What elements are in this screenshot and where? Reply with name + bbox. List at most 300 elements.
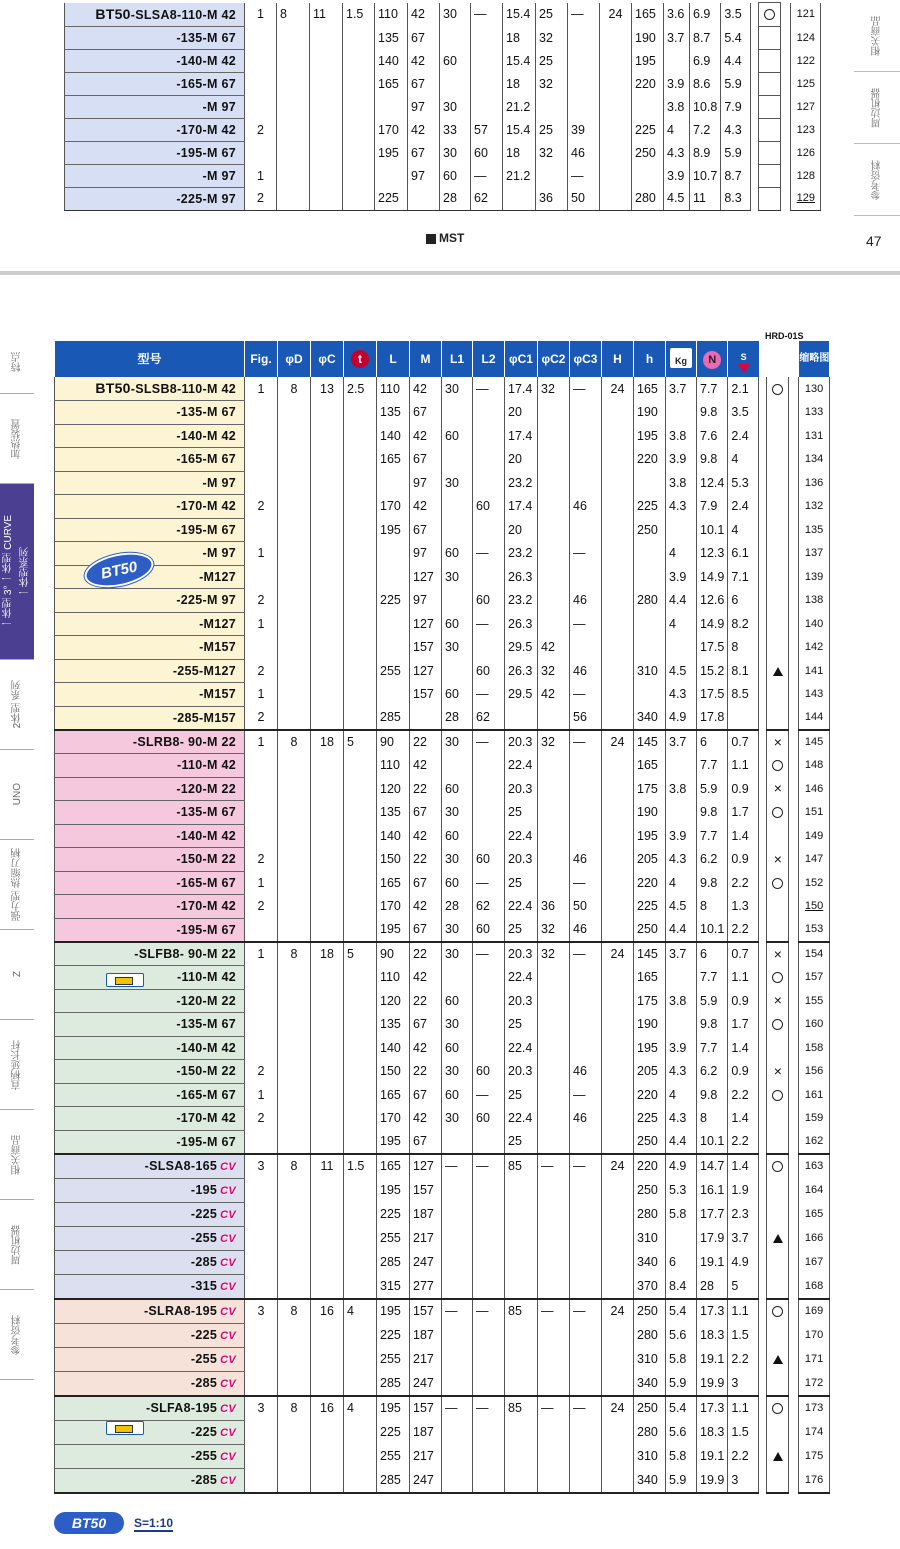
cell-n: 7.2: [690, 118, 721, 141]
cell-fig: [245, 471, 278, 495]
hrd-cell: [767, 1396, 789, 1421]
side-nav-item[interactable]: 强力型 热缩刀柄: [0, 840, 34, 930]
cell-l: 150: [377, 1060, 410, 1084]
cell-h: 280: [634, 1420, 666, 1444]
cell-l2: [473, 754, 505, 778]
cell-h: [602, 1013, 634, 1037]
coolant-tool-icon-cv: [106, 1421, 144, 1435]
cell-fig: [245, 1178, 278, 1202]
cell-c: [311, 565, 344, 589]
header-C2: φC2: [538, 341, 570, 377]
cell-m: 187: [410, 1323, 442, 1347]
table-row: [55, 989, 830, 1013]
model-suffix: -SLSA8-110-M 42: [130, 7, 236, 22]
table-row: [55, 942, 830, 966]
cell-c: [311, 706, 344, 730]
table-row: [65, 26, 821, 49]
cell-d: [278, 659, 311, 683]
gap-cell: [789, 1083, 799, 1107]
cell-c1: 25: [505, 871, 538, 895]
hrd-cell: [767, 612, 789, 636]
cell-fig: 2: [245, 706, 278, 730]
model-cell: [55, 895, 245, 919]
gap-cell: [781, 3, 791, 27]
cell-kg: 4.4: [666, 1130, 697, 1154]
model-code: -SLFB8- 90-M 22: [134, 946, 236, 961]
cell-s: 5.4: [721, 26, 751, 49]
right-nav-item-related[interactable]: 相关商品: [854, 0, 900, 72]
cell-h: [600, 164, 632, 187]
cell-c2: 25: [536, 3, 568, 27]
cell-l: 165: [377, 448, 410, 472]
cell-l2: [473, 824, 505, 848]
cell-d: [277, 72, 310, 95]
header-N: [697, 341, 728, 377]
cell-s: 3.5: [721, 3, 751, 27]
side-nav-item[interactable]: 相关商品: [0, 1110, 34, 1200]
cell-d: [278, 1202, 311, 1226]
hrd-cell: [767, 848, 789, 872]
header-t: [344, 341, 377, 377]
cell-c3: [568, 95, 600, 118]
cell-fig: 2: [245, 848, 278, 872]
hrd-cell: [767, 1323, 789, 1347]
cell-n: 6: [697, 730, 728, 754]
cell-s: 6.1: [728, 542, 759, 566]
cell-d: [278, 542, 311, 566]
cell-t: [344, 801, 377, 825]
side-nav-item[interactable]: 直柄延长杆: [0, 1020, 34, 1110]
cell-d: [278, 706, 311, 730]
cell-h: 24: [602, 377, 634, 401]
table-row: [55, 565, 830, 589]
model-cell: [55, 1202, 245, 1226]
cell-l2: 57: [471, 118, 503, 141]
cell-l2: 62: [471, 187, 503, 210]
curve-badge: CV: [220, 1184, 236, 1197]
cell-kg: 4: [666, 612, 697, 636]
cell-m: 22: [410, 1060, 442, 1084]
cell-s: 1.7: [728, 801, 759, 825]
cell-h: [632, 95, 664, 118]
cell-fig: [245, 448, 278, 472]
ref-cell: 165: [799, 1202, 830, 1226]
cell-l: 195: [377, 1299, 410, 1324]
cell-c: [310, 164, 343, 187]
cell-c3: [568, 49, 600, 72]
cell-l2: 60: [473, 1060, 505, 1084]
cell-kg: [666, 966, 697, 990]
cell-h: [602, 1107, 634, 1131]
model-cell: [55, 871, 245, 895]
cell-l1: 60: [440, 49, 471, 72]
cell-c: [310, 49, 343, 72]
cell-m: 247: [410, 1250, 442, 1274]
cell-l: 285: [377, 1250, 410, 1274]
gap-cell: [759, 1420, 767, 1444]
cell-c1: 22.4: [505, 966, 538, 990]
cell-s: 0.7: [728, 942, 759, 966]
cell-s: 1.4: [728, 1107, 759, 1131]
cell-l1: 60: [442, 612, 473, 636]
cell-l2: [473, 565, 505, 589]
model-cell: [55, 636, 245, 660]
side-nav-item[interactable]: 周边机器: [0, 1200, 34, 1290]
gap-cell: [759, 1013, 767, 1037]
cell-fig: 1: [245, 612, 278, 636]
weight-icon: Kg: [670, 348, 692, 368]
cell-h: 225: [634, 1107, 666, 1131]
cell-d: [278, 1013, 311, 1037]
gap-cell: [751, 26, 759, 49]
cell-l1: 30: [442, 1107, 473, 1131]
side-nav-item[interactable]: 特点: [0, 330, 34, 394]
compatible-circle-icon: [772, 1019, 783, 1030]
cell-c2: —: [538, 1299, 570, 1324]
ref-cell: 154: [799, 942, 830, 966]
cell-kg: 5.3: [666, 1178, 697, 1202]
cell-c1: 20: [505, 518, 538, 542]
cell-c1: 26.3: [505, 565, 538, 589]
model-code: -140-M 42: [176, 428, 236, 443]
cell-h: 205: [634, 848, 666, 872]
table-row: [55, 1154, 830, 1179]
model-cell: [55, 966, 245, 990]
gap-cell: [759, 612, 767, 636]
cell-m: 42: [410, 1107, 442, 1131]
cell-d: [277, 95, 310, 118]
cell-m: 187: [410, 1420, 442, 1444]
cell-d: [277, 187, 310, 210]
cell-t: [344, 518, 377, 542]
cell-h: [602, 754, 634, 778]
gap-cell: [781, 118, 791, 141]
cell-c2: [538, 448, 570, 472]
cell-s: 1.3: [728, 895, 759, 919]
cell-l1: 60: [442, 871, 473, 895]
cell-c1: 20: [505, 448, 538, 472]
table-row: [55, 1250, 830, 1274]
cell-l2: —: [473, 871, 505, 895]
cell-d: [278, 1060, 311, 1084]
cell-h: 225: [634, 495, 666, 519]
cell-l: [375, 164, 408, 187]
model-cell: [65, 187, 245, 210]
gap-cell: [759, 1154, 767, 1179]
incompatible-cross-icon: ×: [773, 850, 782, 867]
model-code: -150-M 22: [176, 1064, 236, 1079]
ref-cell: 168: [799, 1274, 830, 1299]
cell-l1: 30: [442, 565, 473, 589]
hrd-cell: [767, 518, 789, 542]
cell-d: [278, 1130, 311, 1154]
side-nav-item[interactable]: 2体型 系列: [0, 660, 34, 750]
cell-c3: 46: [570, 848, 602, 872]
cell-h: [634, 612, 666, 636]
model-code: -165-M 67: [176, 452, 236, 467]
cell-t: [344, 659, 377, 683]
cell-c: [311, 966, 344, 990]
cell-n: 10.8: [690, 95, 721, 118]
cell-c: [310, 95, 343, 118]
bt50-badge: BT50: [81, 547, 156, 593]
cell-l: 90: [377, 730, 410, 754]
cell-n: 28: [697, 1274, 728, 1299]
cell-l1: 30: [442, 848, 473, 872]
cell-s: 1.5: [728, 1323, 759, 1347]
cell-d: 8: [278, 730, 311, 754]
gap-cell: [789, 848, 799, 872]
ref-cell: 130: [799, 377, 830, 401]
gap-cell: [789, 1036, 799, 1060]
right-nav-item-peripheral[interactable]: 周边机器: [854, 72, 900, 144]
cell-l2: [471, 72, 503, 95]
cell-s: 2.2: [728, 918, 759, 942]
cell-l1: 28: [440, 187, 471, 210]
cell-h: [602, 1444, 634, 1468]
cell-t: [344, 1468, 377, 1493]
hrd-cell: [767, 1347, 789, 1371]
cell-c1: 15.4: [503, 118, 536, 141]
main-spec-table: [54, 341, 830, 1494]
model-code: -225-M 97: [176, 593, 236, 608]
right-nav-item-reference[interactable]: 参考资料: [854, 144, 900, 216]
cell-d: [277, 118, 310, 141]
cell-c3: 46: [570, 589, 602, 613]
cell-kg: 4.5: [666, 895, 697, 919]
cell-s: 2.2: [728, 871, 759, 895]
cell-c: 18: [311, 730, 344, 754]
cell-l1: 60: [442, 683, 473, 707]
compatible-circle-icon: [764, 9, 775, 20]
cell-l: 120: [377, 777, 410, 801]
cell-c: [311, 1323, 344, 1347]
table-row: [55, 377, 830, 401]
hrd-cell: [767, 1178, 789, 1202]
model-cell: [55, 612, 245, 636]
cell-l1: [442, 754, 473, 778]
top-spec-table: [64, 2, 821, 211]
gap-cell: [789, 777, 799, 801]
cell-s: 2.2: [728, 1347, 759, 1371]
cell-h: [602, 895, 634, 919]
table-row: [55, 589, 830, 613]
cell-t: [344, 1107, 377, 1131]
gap-cell: [759, 565, 767, 589]
cell-l1: [442, 966, 473, 990]
cell-s: 8.1: [728, 659, 759, 683]
table-row: [55, 1420, 830, 1444]
cell-h: 370: [634, 1274, 666, 1299]
balance-icon: N: [703, 351, 721, 369]
hrd-cell: [759, 49, 781, 72]
table-row: [55, 1444, 830, 1468]
cell-t: [344, 989, 377, 1013]
cell-c: [311, 1420, 344, 1444]
cell-c2: [538, 1178, 570, 1202]
cell-h: [634, 636, 666, 660]
gap-cell: [759, 471, 767, 495]
cell-m: 217: [410, 1444, 442, 1468]
cell-c2: [538, 1274, 570, 1299]
cell-fig: [245, 1274, 278, 1299]
cell-fig: [245, 1468, 278, 1493]
cell-h: 145: [634, 730, 666, 754]
cell-t: [344, 1130, 377, 1154]
cell-c3: [570, 518, 602, 542]
table-row: [55, 1060, 830, 1084]
ref-cell: 142: [799, 636, 830, 660]
cell-d: [278, 636, 311, 660]
cell-l1: 30: [442, 377, 473, 401]
table-row: [55, 848, 830, 872]
model-cell: [55, 424, 245, 448]
curve-badge: CV: [220, 1232, 236, 1245]
cell-h: 205: [634, 1060, 666, 1084]
cell-h: [602, 1323, 634, 1347]
cell-n: 7.7: [697, 377, 728, 401]
ref-cell: 141: [799, 659, 830, 683]
cell-c2: [538, 1036, 570, 1060]
cell-h: [600, 187, 632, 210]
cell-c: [311, 801, 344, 825]
cell-l1: 60: [442, 1083, 473, 1107]
cell-fig: 2: [245, 895, 278, 919]
cell-m: 97: [408, 95, 440, 118]
cell-fig: [245, 565, 278, 589]
cell-s: [728, 706, 759, 730]
cell-l: 135: [377, 801, 410, 825]
model-prefix: BT50: [95, 380, 131, 396]
side-nav-item[interactable]: 加热装置: [0, 394, 34, 484]
cell-c: [311, 1130, 344, 1154]
cell-s: 6: [728, 589, 759, 613]
cell-d: [278, 777, 311, 801]
cell-c: [311, 1371, 344, 1396]
footer-bt50-badge: BT50: [54, 1512, 124, 1534]
cell-l: 225: [377, 589, 410, 613]
cell-c3: [570, 401, 602, 425]
table-row: [55, 1013, 830, 1037]
model-code: -285: [190, 1472, 218, 1487]
cell-c1: 20.3: [505, 848, 538, 872]
cell-c: [310, 118, 343, 141]
hrd-cell: [767, 989, 789, 1013]
cell-d: [277, 164, 310, 187]
model-cell: [65, 3, 245, 27]
cell-n: 6: [697, 942, 728, 966]
model-code: -135-M 67: [176, 405, 236, 420]
cell-kg: 6: [666, 1250, 697, 1274]
cell-m: 217: [410, 1347, 442, 1371]
ref-cell: 169: [799, 1299, 830, 1324]
cell-c: [311, 1444, 344, 1468]
curve-badge: CV: [220, 1402, 236, 1415]
cell-l: 135: [375, 26, 408, 49]
model-cell: [55, 1420, 245, 1444]
table-row: [55, 1468, 830, 1493]
ref-cell: 126: [791, 141, 821, 164]
cell-fig: 1: [245, 683, 278, 707]
ref-cell: 121: [791, 3, 821, 27]
cell-fig: [245, 918, 278, 942]
cell-d: [278, 1036, 311, 1060]
cell-t: [344, 1226, 377, 1250]
side-nav-item[interactable]: Z: [0, 930, 34, 1020]
model-code: -255: [190, 1230, 218, 1245]
compatible-circle-icon: [772, 1161, 783, 1172]
cell-l2: [473, 989, 505, 1013]
cell-c1: 21.2: [503, 95, 536, 118]
compatible-circle-icon: [772, 972, 783, 983]
cell-h: 190: [632, 26, 664, 49]
table-row: [65, 141, 821, 164]
cell-c2: 36: [536, 187, 568, 210]
cell-d: [277, 26, 310, 49]
cell-c2: [538, 754, 570, 778]
cell-c1: 23.2: [505, 471, 538, 495]
cell-l2: [473, 518, 505, 542]
cell-kg: 5.8: [666, 1444, 697, 1468]
cell-n: 9.8: [697, 801, 728, 825]
model-code: -140-M 42: [176, 53, 236, 68]
header-C3: φC3: [570, 341, 602, 377]
model-cell: [55, 824, 245, 848]
curve-badge: CV: [220, 1329, 236, 1342]
cell-c3: —: [568, 3, 600, 27]
cell-h: 24: [602, 942, 634, 966]
cell-kg: 3.6: [664, 3, 690, 27]
cell-fig: [245, 72, 277, 95]
table-row: [55, 636, 830, 660]
cell-c1: [505, 706, 538, 730]
gap-cell: [759, 1178, 767, 1202]
cell-n: 5.9: [697, 777, 728, 801]
cell-t: 1.5: [343, 3, 375, 27]
model-cell: [55, 471, 245, 495]
side-nav-item[interactable]: UNO: [0, 750, 34, 840]
ref-cell: 174: [799, 1420, 830, 1444]
cell-l1: [442, 1420, 473, 1444]
cell-kg: 5.6: [666, 1420, 697, 1444]
cell-h: 24: [602, 1396, 634, 1421]
cell-h: [602, 1371, 634, 1396]
table-row: [55, 683, 830, 707]
side-nav-item[interactable]: 一体型 3° 一体型 CURVE 一体型系列: [0, 484, 34, 660]
cell-l: 165: [377, 871, 410, 895]
model-code: -195: [190, 1182, 218, 1197]
gap-cell: [759, 1250, 767, 1274]
table-row: [55, 1226, 830, 1250]
cell-c3: [570, 471, 602, 495]
cell-h: 340: [634, 1371, 666, 1396]
cell-t: 4: [344, 1299, 377, 1324]
cell-c: [311, 918, 344, 942]
cell-c2: 32: [538, 659, 570, 683]
header-c: φC: [311, 341, 344, 377]
model-cell: [55, 1130, 245, 1154]
header-kg: [666, 341, 697, 377]
partial-triangle-icon: [773, 1234, 783, 1243]
cell-d: [278, 518, 311, 542]
model-code: -195-M 67: [176, 145, 236, 160]
compatible-circle-icon: [772, 1306, 783, 1317]
cell-kg: 4: [666, 542, 697, 566]
cell-c2: [538, 589, 570, 613]
model-code: -165-M 67: [176, 875, 236, 890]
side-nav-item[interactable]: 参考资料: [0, 1290, 34, 1380]
cell-t: [344, 777, 377, 801]
